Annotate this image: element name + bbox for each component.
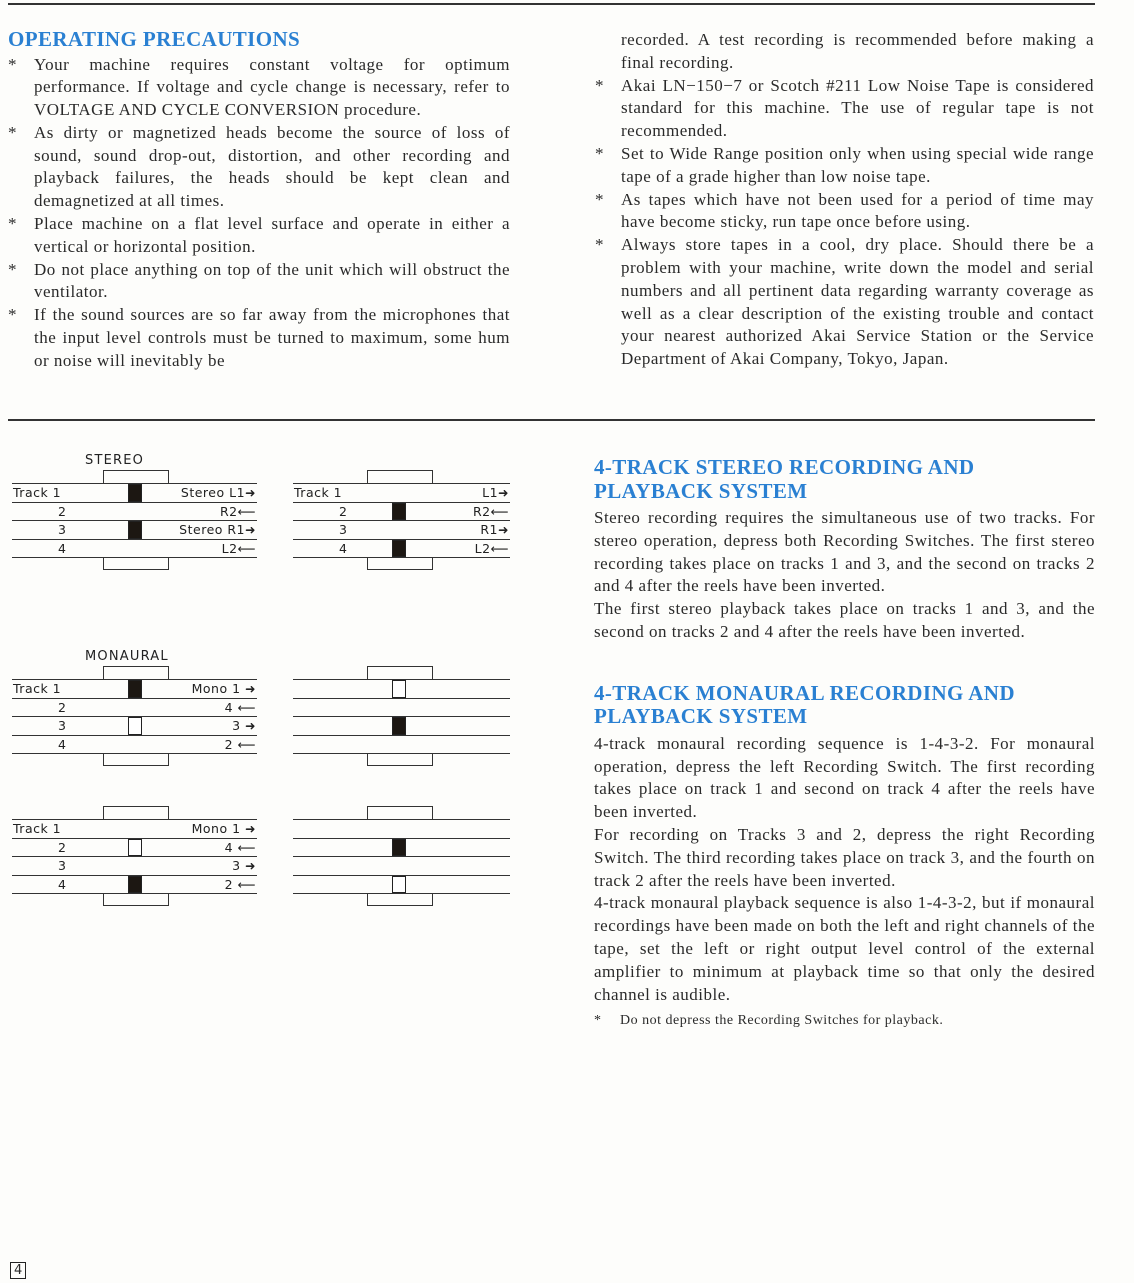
record-head-inactive [128, 839, 142, 857]
precaution-item [8, 122, 510, 213]
bullet-icon: * [595, 143, 604, 163]
channel-label: 2 ⟵ [224, 876, 256, 892]
tape-reel-top [367, 666, 433, 679]
channel-label: Stereo R1➜ [179, 522, 256, 537]
precaution-text: Always store tapes in a cool, dry place. Should there be a problem with your machine, write down the model and serial numbers and all pertinent data regarding warranty coverage as well as a clear description of the existing trouble and contact your nearest authorized Akai Service Station or the Service Department of Akai Company, Tokyo, Japan. [621, 235, 1094, 369]
record-head-inactive [128, 717, 142, 735]
track-line [293, 483, 510, 484]
precaution-text: As dirty or magnetized heads become the source of loss of sound, sound drop-out, distortion, and other recording and playback failures, the heads should be kept clean and demagnetized at all times. [34, 122, 510, 211]
track-number: 3 [58, 718, 67, 733]
track-line [12, 557, 257, 558]
precautions-title: OPERATING PRECAUTIONS [8, 27, 301, 51]
channel-label: 2 ⟵ [224, 736, 256, 752]
track-number: 3 [58, 522, 67, 537]
track-number: 3 [58, 858, 67, 873]
precaution-text: As tapes which have not been used for a period of time may have become sticky, run tape once before using. [621, 189, 1094, 232]
track-line [293, 753, 510, 754]
channel-label: Stereo L1➜ [180, 485, 256, 500]
channel-label: R2⟵ [472, 503, 509, 519]
stereo-title-line1: 4-TRACK STEREO RECORDING AND [594, 455, 975, 479]
precautions-continuation: recorded. A test recording is recommended before making a final recording. [621, 30, 1094, 72]
mono-title-line2: PLAYBACK SYSTEM [594, 704, 808, 729]
track-line [12, 819, 257, 820]
channel-label: R1➜ [480, 522, 509, 537]
channel-label: 3 ➜ [232, 858, 256, 873]
tape-track-diagram [12, 453, 257, 571]
precaution-item [8, 304, 510, 372]
tape-track-diagram [293, 789, 510, 907]
bullet-icon: * [594, 1013, 602, 1029]
stereo-title-line2: PLAYBACK SYSTEM [594, 478, 808, 503]
bullet-icon: * [8, 259, 17, 279]
record-head-inactive [392, 876, 406, 894]
top-rule [8, 3, 1095, 5]
channel-label: 3 ➜ [232, 718, 256, 733]
mono-paragraph: 4-track monaural recording sequence is 1-4-3-2. For monaural operation, depress the left Recording Switch. The first recording takes place on track 1 and second on track 4 after the reels have been inverted. [594, 733, 1095, 822]
track-number: Track 1 [13, 681, 62, 696]
tape-reel-bottom [103, 753, 169, 766]
precautions-left-column [8, 28, 510, 373]
precaution-text: Your machine requires constant voltage for optimum performance. If voltage and cycle change is necessary, refer to VOLTAGE AND CYCLE CONVERSION procedure. [34, 54, 510, 120]
bullet-icon: * [595, 75, 604, 95]
diagram-label: STEREO [85, 453, 145, 468]
tape-track-diagram [12, 649, 257, 767]
recording-note [594, 1010, 1095, 1033]
record-head-active [392, 540, 406, 558]
tape-reel-top [103, 806, 169, 819]
record-head-active [128, 521, 142, 539]
channel-label: Mono 1 ➜ [191, 681, 256, 696]
precaution-text: If the sound sources are so far away from the microphones that the input level controls must be turned to maximum, some hum or noise will inevitably be [34, 305, 510, 370]
channel-label: L1➜ [482, 485, 509, 500]
tape-reel-top [103, 666, 169, 679]
precaution-item [8, 213, 510, 259]
track-line [293, 735, 510, 736]
precaution-item [8, 259, 510, 305]
track-line [293, 520, 510, 521]
track-number: 2 [58, 839, 67, 855]
page-number: 4 [10, 1262, 26, 1279]
track-line [12, 698, 257, 699]
mono-section [594, 682, 1095, 1033]
precaution-text: Akai LN−150−7 or Scotch #211 Low Noise Tape is considered standard for this machine. The use of regular tape is not recommended. [621, 75, 1094, 141]
channel-label: Mono 1 ➜ [191, 821, 256, 836]
tape-track-diagram [12, 789, 257, 907]
track-number: 4 [58, 540, 67, 556]
track-line [293, 856, 510, 857]
track-line [12, 502, 257, 503]
stereo-paragraph: Stereo recording requires the simultaneous use of two tracks. For stereo operation, depress both Recording Switches. The first stereo recording takes place on tracks 1 and 3, and the second on tracks 2 and 4 after the reels have been inverted. [594, 508, 1095, 596]
tape-reel-top [367, 470, 433, 483]
precaution-item [595, 234, 1094, 371]
mono-paragraph: 4-track monaural playback sequence is also 1-4-3-2, but if monaural recordings have been made on both the left and right channels of the tape, set the left or right output level control of the external amplifier to minimum at playback time so that only the desired channel is audible. [594, 893, 1095, 1004]
stereo-section [594, 456, 1095, 644]
record-head-active [128, 484, 142, 502]
precaution-item [595, 189, 1094, 235]
tape-track-diagram [293, 453, 510, 571]
tape-reel-top [103, 470, 169, 483]
note-text: Do not depress the Recording Switches for playback. [620, 1013, 944, 1029]
track-line [12, 735, 257, 736]
bullet-icon: * [8, 214, 17, 234]
track-number: 2 [58, 503, 67, 519]
track-number: Track 1 [13, 485, 62, 500]
track-line [293, 557, 510, 558]
mono-paragraph: For recording on Tracks 3 and 2, depress the right Recording Switch. The third recording takes place on track 3, and the fourth on track 2 after the reels have been inverted. [594, 824, 1095, 890]
track-number: Track 1 [13, 821, 62, 836]
precaution-item [595, 75, 1094, 143]
record-head-active [128, 876, 142, 894]
record-head-active [128, 680, 142, 698]
channel-label: 4 ⟵ [224, 699, 256, 715]
right-lower-column [594, 456, 1095, 1033]
record-head-active [392, 839, 406, 857]
record-head-active [392, 717, 406, 735]
bullet-icon: * [8, 305, 17, 325]
track-number: 4 [58, 876, 67, 892]
middle-rule [8, 419, 1095, 421]
bullet-icon: * [595, 189, 604, 209]
track-number: 2 [339, 503, 348, 519]
tape-reel-bottom [367, 557, 433, 570]
tape-reel-bottom [103, 557, 169, 570]
tape-track-diagram [293, 649, 510, 767]
precautions-right-column [595, 29, 1094, 371]
tape-reel-bottom [367, 893, 433, 906]
precaution-item [8, 54, 510, 122]
stereo-paragraph: The first stereo playback takes place on tracks 1 and 3, and the second on tracks 2 and 4 after the reels have been inverted. [594, 599, 1095, 641]
channel-label: L2⟵ [474, 540, 509, 556]
mono-title-line1: 4-TRACK MONAURAL RECORDING AND [594, 680, 1015, 705]
record-head-active [392, 503, 406, 521]
track-line [12, 856, 257, 857]
track-line [293, 893, 510, 894]
diagram-label: MONAURAL [85, 649, 169, 664]
tape-reel-top [367, 806, 433, 819]
track-line [12, 893, 257, 894]
track-line [12, 753, 257, 754]
track-line [293, 819, 510, 820]
tape-reel-bottom [103, 893, 169, 906]
channel-label: R2⟵ [219, 503, 256, 519]
bullet-icon: * [8, 54, 17, 74]
track-number: 4 [58, 736, 67, 752]
precaution-text: Place machine on a flat level surface and operate in either a vertical or horizontal position. [34, 214, 510, 256]
track-number: Track 1 [294, 485, 343, 500]
precaution-item [595, 143, 1094, 189]
channel-label: L2⟵ [221, 540, 256, 556]
bullet-icon: * [8, 122, 17, 142]
track-number: 3 [339, 522, 348, 537]
track-number: 2 [58, 699, 67, 715]
track-number: 4 [339, 540, 348, 556]
tape-reel-bottom [367, 753, 433, 766]
bullet-icon: * [595, 235, 604, 255]
precaution-text: Set to Wide Range position only when using special wide range tape of a grade higher than low noise tape. [621, 143, 1094, 186]
track-line [293, 698, 510, 699]
record-head-inactive [392, 680, 406, 698]
track-line [12, 539, 257, 540]
channel-label: 4 ⟵ [224, 839, 256, 855]
precaution-text: Do not place anything on top of the unit which will obstruct the ventilator. [34, 259, 510, 302]
